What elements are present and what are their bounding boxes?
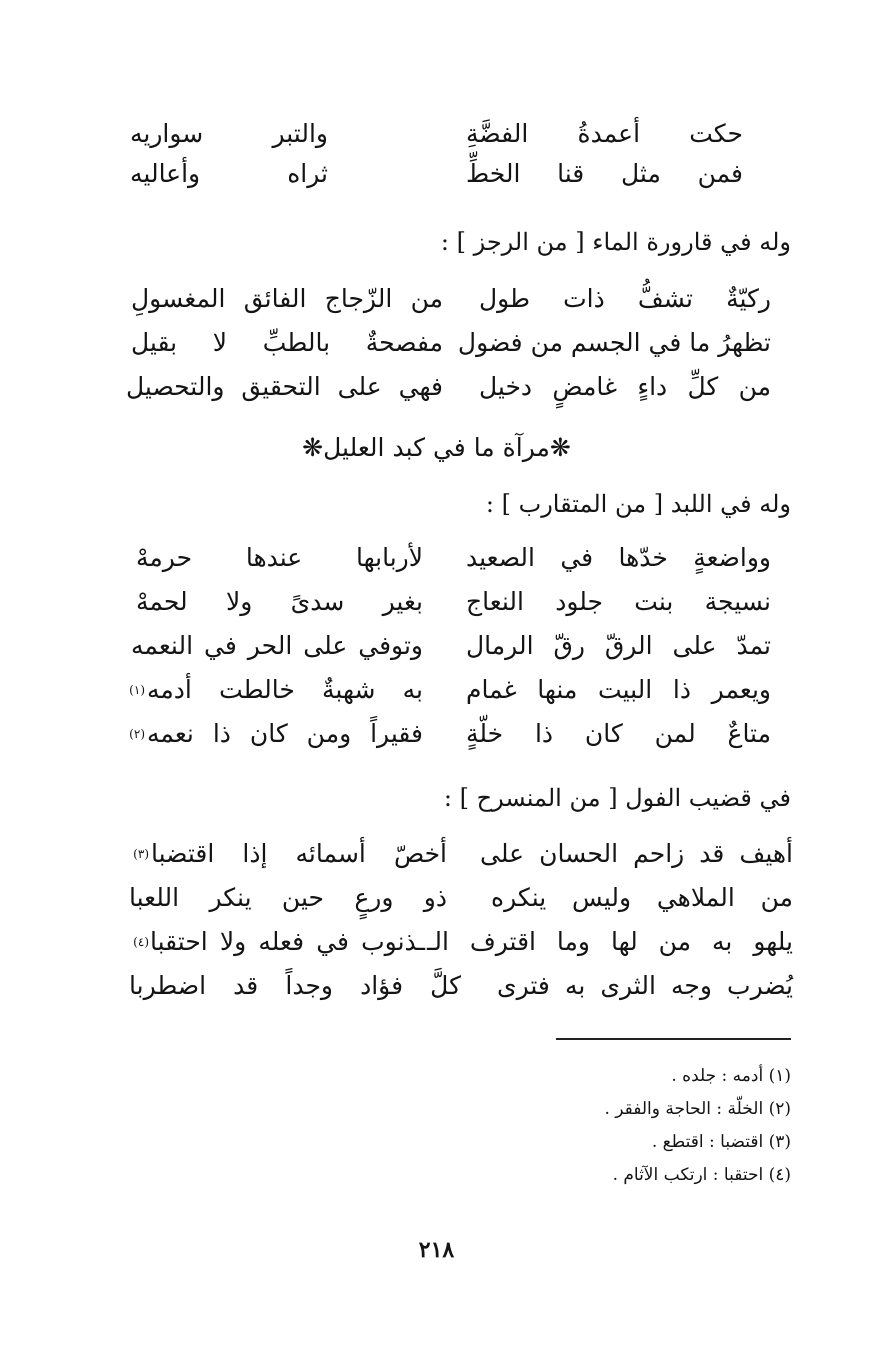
verse-first-hemistich: ويعمر ذا البيت منها غمام	[466, 675, 771, 704]
footnote-item: (١) أدمه : جلده .	[671, 1066, 791, 1086]
footnote-divider	[556, 1038, 791, 1040]
verse-first-hemistich: من الملاهي وليس ينكره	[491, 883, 793, 912]
footnotes	[604, 1060, 791, 1192]
poem-top	[0, 114, 873, 194]
verse-second-hemistich: والتبر سواريه	[130, 119, 328, 148]
verse-first-hemistich: تظهرُ ما في الجسم من فضول	[457, 328, 771, 357]
verse-second-hemistich: فقيراً ومن كان ذا نعمه	[147, 719, 423, 748]
verse-first-hemistich: نسيجة بنت جلود النعاج	[466, 587, 771, 616]
verse-line	[0, 966, 873, 1010]
closing-verse: ❋مرآة ما في كبد العليل❋	[302, 433, 571, 462]
verse-line	[0, 279, 873, 319]
poem-felt	[0, 538, 873, 758]
verse-second-hemistich: ـذنوب في فعله ولا احتقبا	[150, 927, 425, 956]
footnote-item: (٣) اقتضبا : اقتطع .	[651, 1132, 791, 1152]
verse-line	[0, 367, 873, 407]
verse-first-hemistich: متاعٌ لمن كان ذا خلّةٍ	[466, 719, 771, 748]
verse-line	[0, 582, 873, 626]
verse-line	[0, 878, 873, 922]
verse-first-hemistich: حكت أعمدةُ الفضَّةِ	[466, 119, 743, 148]
verse-second-hemistich: مفصحةٌ بالطبِّ لا بقيل	[131, 328, 443, 357]
page-number: ٢١٨	[418, 1237, 455, 1263]
verse-second-hemistich: كلَّ فؤاد وجداً قد اضطربا	[129, 971, 461, 1000]
verse-second-hemistich: ذو ورعٍ حين ينكر اللعبا	[129, 883, 447, 912]
verse-first-hemistich: يُضرب وجه الثرى به فترى	[497, 971, 793, 1000]
verse-first-hemistich: يلهو به من لها وما اقترف الـ	[427, 927, 793, 956]
verse-line	[0, 154, 873, 194]
poem-water-bottle	[0, 279, 873, 407]
verse-line: متاعٌ لمن كان ذا خلّةٍ فقيراً ومن كان ذا نعمه (٢)	[0, 714, 873, 758]
verse-first-hemistich: وواضعةٍ خدّها في الصعيد	[466, 543, 771, 572]
section-heading-bean-stalk: في قضيب الفول [ من المنسرح ] :	[443, 784, 791, 812]
verse-second-hemistich: فهي على التحقيق والتحصيل	[126, 372, 443, 401]
section-heading-felt: وله في اللبد [ من المتقارب ] :	[485, 490, 791, 518]
verse-line	[0, 626, 873, 670]
verse-first-hemistich: أهيف قد زاحم الحسان على	[480, 839, 793, 868]
verse-line	[0, 323, 873, 363]
verse-line: ويعمر ذا البيت منها غمام به شهبةٌ خالطت أدمه (١)	[0, 670, 873, 714]
verse-second-hemistich: لأربابها عندها حرمهْ	[136, 543, 423, 572]
verse-line	[0, 114, 873, 154]
verse-second-hemistich: من الزّجاج الفائق المغسولِ	[131, 284, 443, 313]
verse-second-hemistich: بغير سدىً ولا لحمهْ	[136, 587, 423, 616]
verse-line	[0, 538, 873, 582]
verse-first-hemistich: تمدّ على الرقّ رقّ الرمال	[466, 631, 771, 660]
verse-second-hemistich: وتوفي على الحر في النعمه	[131, 631, 423, 660]
verse-first-hemistich: من كلِّ داءٍ غامضٍ دخيل	[479, 372, 771, 401]
verse-first-hemistich: فمن مثل قنا الخطِّ	[466, 159, 743, 188]
verse-second-hemistich: ثراه وأعاليه	[130, 159, 328, 188]
footnote-item: (٢) الخلّة : الحاجة والفقر .	[604, 1099, 791, 1119]
poem-bean-stalk	[0, 834, 873, 1010]
footnote-item: (٤) احتقبا : ارتكب الآثام .	[612, 1165, 791, 1185]
verse-line: يلهو به من لها وما اقترف الـ ـذنوب في فعله ولا احتقبا (٤)	[0, 922, 873, 966]
verse-second-hemistich: به شهبةٌ خالطت أدمه	[147, 675, 423, 704]
verse-line: أهيف قد زاحم الحسان على أخصّ أسمائه إذا اقتضبا (٣)	[0, 834, 873, 878]
verse-first-hemistich: ركيّةٌ تشفُّ ذات طول	[479, 284, 771, 313]
section-heading-water-bottle: وله في قارورة الماء [ من الرجز ] :	[440, 228, 791, 256]
verse-second-hemistich: أخصّ أسمائه إذا اقتضبا	[151, 839, 447, 868]
